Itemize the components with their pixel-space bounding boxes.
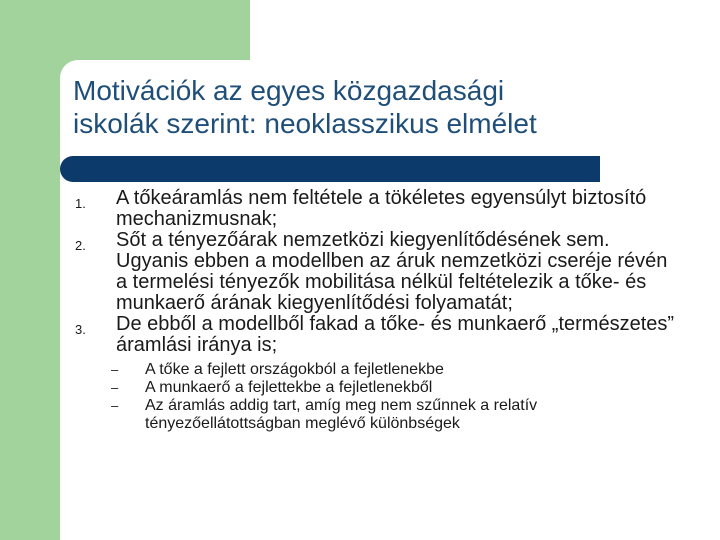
sub-list-item-text: A tőke a fejlett országokból a fejletlenekbe [145, 361, 444, 378]
slide-title-line-1: Motivációk az egyes közgazdasági [73, 75, 505, 106]
list-item [75, 230, 675, 314]
list-item-number: 3. [75, 322, 86, 337]
sub-list [75, 361, 675, 433]
slide-title [73, 74, 693, 140]
sub-list-item-text: A munkaerő a fejlettekbe a fejletlenekből [145, 379, 433, 396]
dash-marker: – [111, 398, 119, 413]
dash-marker: – [111, 380, 119, 395]
sub-list-item-text: Az áramlás addig tart, amíg meg nem szűnnek a relatív tényezőellátottságban meglévő különbségek [145, 397, 538, 432]
title-underline-bar [60, 156, 600, 182]
list-item-number: 1. [75, 196, 86, 211]
list-item-text: Sőt a tényezőárak nemzetközi kiegyenlítődésének sem. Ugyanis ebben a modellben az áruk nemzetközi cseréje révén a termelési tényezők mobilitása nélkül feltételezik a tőke- és munkaerő árának kiegyenlítődési folyamatát; [116, 229, 668, 314]
dash-marker: – [111, 362, 119, 377]
list-item-text: De ebből a modellből fakad a tőke- és munkaerő „természetes” áramlási iránya is; [116, 313, 675, 356]
list-item-text: A tőkeáramlás nem feltétele a tökéletes egyensúlyt biztosító mechanizmusnak; [116, 187, 647, 230]
slide-content [75, 188, 675, 433]
list-item [75, 314, 675, 356]
list-item [75, 188, 675, 230]
list-item-number: 2. [75, 238, 86, 253]
sub-list-item [111, 379, 675, 397]
sub-list-item [111, 361, 675, 379]
slide-title-line-2: iskolák szerint: neoklasszikus elmélet [73, 108, 537, 139]
sub-list-item [111, 397, 675, 433]
